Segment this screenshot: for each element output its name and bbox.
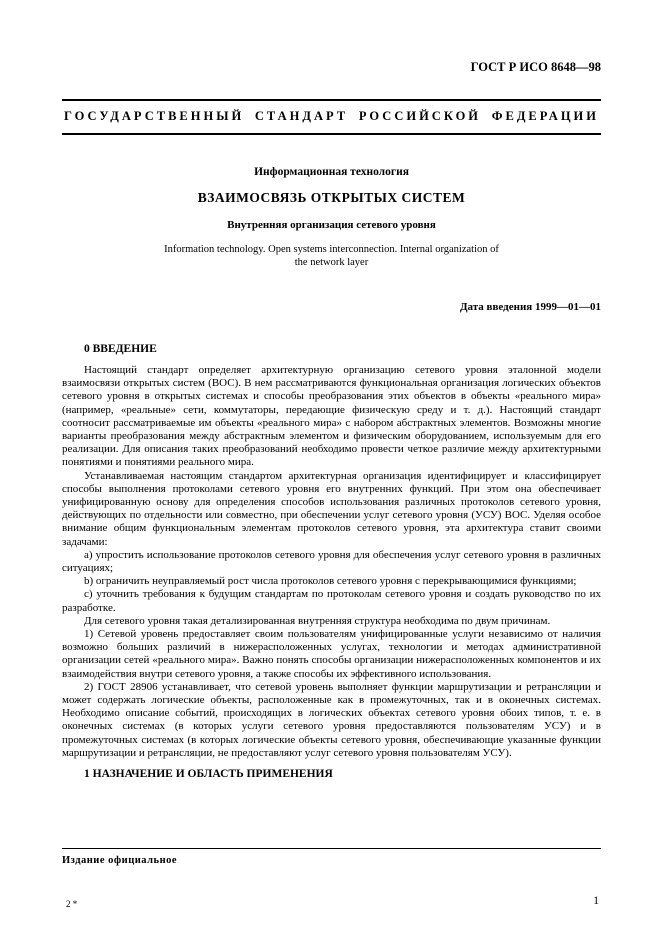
page-number: 1 [593, 895, 599, 907]
intro-list-item-c: c) уточнить требования к будущим стандартам по протоколам сетевого уровня и создать руководство по их разработке. [62, 588, 601, 614]
section1-heading: 1 НАЗНАЧЕНИЕ И ОБЛАСТЬ ПРИМЕНЕНИЯ [84, 768, 333, 781]
subject-line: Информационная технология [254, 166, 409, 178]
intro-paragraph-3: Для сетевого уровня такая детализированная внутренняя структура необходима по двум причинам. [84, 614, 551, 627]
edition-note: Издание официальное [62, 855, 178, 866]
doc-code: ГОСТ Р ИСО 8648—98 [470, 60, 601, 74]
signature-mark: 2 * [66, 899, 78, 909]
banner-text: ГОСУДАРСТВЕННЫЙ СТАНДАРТ РОССИЙСКОЙ ФЕДЕРАЦИИ [64, 109, 599, 123]
title-english: Information technology. Open systems interconnection. Internal organization of the network layer [164, 244, 499, 268]
intro-reason-2: 2) ГОСТ 28906 устанавливает, что сетевой уровень выполняет функции маршрутизации и ретрансляции и может содержать логические объекты, расположенные как в промежуточных, так и в оконечных системах. Необходимо описание событий, происходящих в логических объектах сетевого уровня обоих типов, т. е. в оконечных системах (в которых услуги сетевого уровня предоставляются пользователям УСУ) и в промежуточных системах (в которых логические объекты сетевого уровня, обеспечивающие указанные функции маршрутизации и ретрансляции, не предоставляют услуг сетевого уровня пользователям УСУ). [62, 680, 601, 759]
document-title: ВЗАИМОСВЯЗЬ ОТКРЫТЫХ СИСТЕМ [197, 190, 466, 205]
intro-list-item-b: b) ограничить неуправляемый рост числа протоколов сетевого уровня с перекрывающимися функциями; [84, 575, 577, 588]
intro-paragraph-1: Настоящий стандарт определяет архитектурную организацию сетевого уровня эталонной модели взаимосвязи открытых систем (ВОС). В нем рассматриваются функциональная организация логических объектов сетевого уровня в открытых системах и способы преобразования этих объектов в объекты «реального мира» (например, «реальные» сети, коммутаторы, передающие физическую среду и т. д.). Настоящий стандарт соотносит рассматриваемые им объекты «реального мира» с набором абстрактных элементов. Возможны многие варианты преобразования между абстрактным элементом и физическим оборудованием, используемым для его реализации. Для описания таких преобразований необходимо провести четкое различие между архитектурными понятиями и понятиями реального мира. [62, 364, 601, 469]
document-subtitle: Внутренняя организация сетевого уровня [227, 219, 436, 231]
standard-banner [62, 99, 601, 135]
intro-list-item-a: a) упростить использование протоколов сетевого уровня для обеспечения услуг сетевого уровня в различных ситуациях; [62, 548, 601, 575]
intro-heading: 0 ВВЕДЕНИЕ [84, 343, 157, 355]
footer [62, 848, 601, 867]
intro-paragraph-2: Устанавливаемая настоящим стандартом архитектурная организация идентифицирует и классифицирует способы выполнения протоколами сетевого уровня его внутренних функций. При этом она обеспечивает унифицированную основу для определения способов использования различных протоколов сетевого уровня, действующих по отдельности или совместно, при обеспечении услуг сетевого уровня (УСУ) ВОС. Уделяя особое внимание общим функциональным элементам протоколов сетевого уровня, эта архитектура ставит своими задачами: [62, 469, 601, 548]
intro-reason-1: 1) Сетевой уровень предоставляет своим пользователям унифицированные услуги независимо от наличия возможно больших различий в нижерасположенных услугах, технологии и методах административной организации сетей «реального мира». Важно понять способы организации нижерасположенных компонентов и их взаимодействия внутри сетевого уровня, а также способы их эффективного использования. [62, 628, 601, 680]
effective-date: Дата введения 1999—01—01 [459, 301, 601, 313]
